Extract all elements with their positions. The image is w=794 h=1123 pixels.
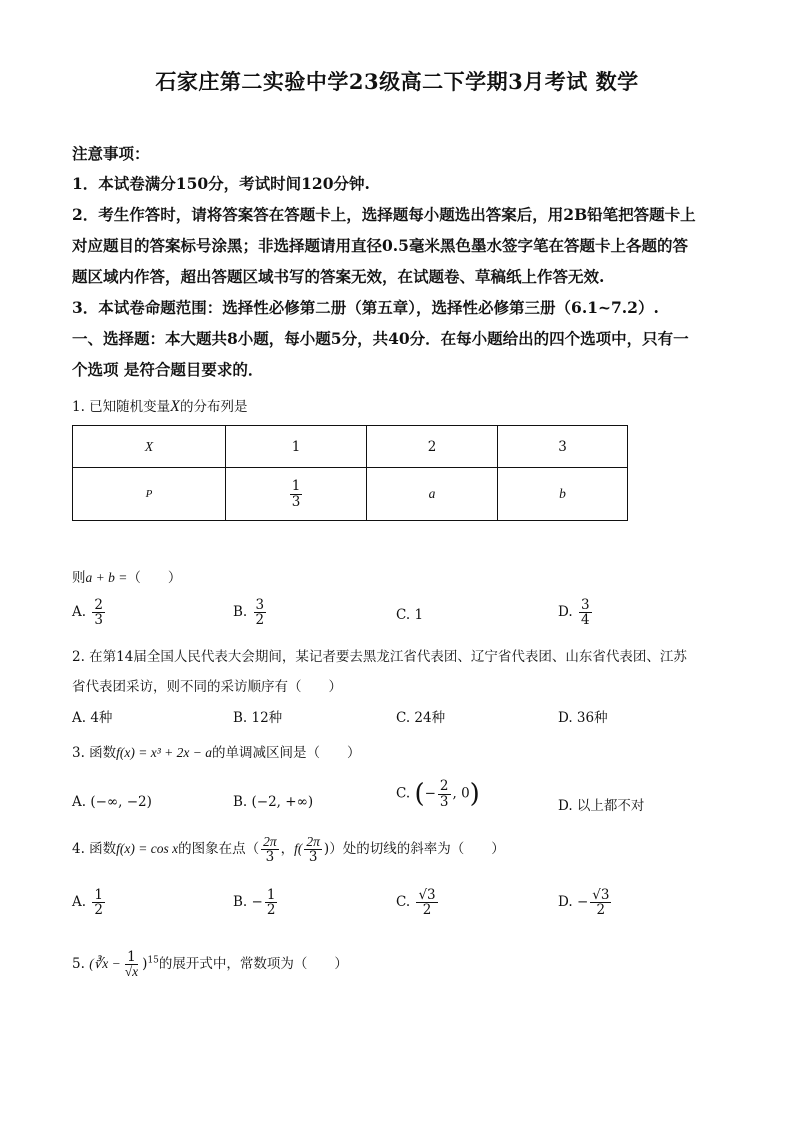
q1-option-a[interactable] xyxy=(72,598,107,627)
q5-stem xyxy=(72,950,348,979)
note-item-3: 3．本试卷命题范围：选择性必修第二册（第五章），选择性必修第三册（6.1~7.2）. xyxy=(72,298,659,317)
table-row xyxy=(73,468,628,521)
q2-stem-line-2: 省代表团采访，则不同的采访顺序有（ ） xyxy=(72,679,342,695)
q4-option-c[interactable] xyxy=(396,888,440,917)
option-label: A. xyxy=(72,794,87,810)
q3-option-d[interactable]: D. 以上都不对 xyxy=(558,798,645,814)
option-label: C. xyxy=(396,607,411,623)
section-heading-line-2: 个选项 是符合题目要求的． xyxy=(72,360,264,379)
option-text: (−2, +∞) xyxy=(251,794,314,810)
q3-option-a[interactable] xyxy=(72,794,152,810)
q4-stem-expr: f(x) = cos x xyxy=(116,841,179,857)
q1-stem xyxy=(72,395,247,416)
distribution-table xyxy=(72,425,628,521)
q4-option-b[interactable] xyxy=(233,888,279,917)
right-paren: ) xyxy=(469,779,480,809)
fraction: $\frac{1}{√x}$ xyxy=(124,949,139,980)
fraction: $\frac{2}{3}$ xyxy=(439,778,449,810)
q1-stem-suffix: 的分布列是 xyxy=(179,399,248,415)
q1-ask-prefix: 则 xyxy=(72,570,86,586)
q3-option-c[interactable] xyxy=(396,779,480,809)
option-label: A. xyxy=(72,894,87,911)
q2-option-b[interactable]: B. 12种 xyxy=(233,710,283,726)
table-cell-p2: a xyxy=(367,468,498,521)
q2-option-d[interactable]: D. 36种 xyxy=(558,710,608,726)
q1-ask xyxy=(72,566,181,586)
q3-stem xyxy=(72,741,361,761)
q3-stem-suffix: 的单调减区间是（ ） xyxy=(212,745,361,761)
q4-stem xyxy=(72,835,505,864)
q4-stem-suffix: ）处的切线的斜率为（ ） xyxy=(329,841,505,858)
table-cell-p3: b xyxy=(498,468,628,521)
q2-option-c[interactable]: C. 24种 xyxy=(396,710,446,726)
option-label: D. xyxy=(558,894,573,911)
q1-option-d[interactable] xyxy=(558,598,594,627)
table-cell-value-3: 3 xyxy=(498,426,628,468)
table-cell-header-x: X xyxy=(73,426,226,468)
section-heading-line-1: 一、选择题：本大题共8小题，每小题5分，共40分．在每小题给出的四个选项中，只有一 xyxy=(72,329,689,348)
fraction: $\frac{2}{3}$ xyxy=(94,597,103,629)
minus-sign: − xyxy=(251,894,263,911)
note-item-2-line-2: 对应题目的答案标号涂黑；非选择题请用直径0.5毫米黑色墨水签字笔在答题卡上各题的答 xyxy=(72,236,688,255)
fraction: $\frac{√3}{2}$ xyxy=(418,887,436,919)
q1-option-b[interactable] xyxy=(233,598,268,627)
note-item-1: 1．本试卷满分150分，考试时间120分钟. xyxy=(72,174,370,193)
q4-option-d[interactable] xyxy=(558,888,613,917)
minus-sign: − xyxy=(576,894,589,911)
q1-stem-prefix: 1. 已知随机变量 xyxy=(72,399,171,415)
q4-stem-prefix: 4. 函数 xyxy=(72,841,117,858)
q1-stem-var: X xyxy=(170,398,180,415)
q5-stem-suffix: 的展开式中，常数项为（ ） xyxy=(158,956,348,973)
fraction: $\frac{1}{3}$ xyxy=(291,478,301,510)
table-cell-p-label: P xyxy=(73,468,226,521)
fraction: $\frac{2\pi}{3}$ xyxy=(306,834,320,866)
q3-option-b[interactable] xyxy=(233,794,313,810)
q3-stem-prefix: 3. 函数 xyxy=(72,745,117,761)
option-text: , 0 xyxy=(452,785,470,802)
table-row xyxy=(73,426,628,468)
fraction: $\frac{1}{2}$ xyxy=(266,887,276,919)
comma: ， xyxy=(280,841,295,858)
q5-exponent: 15 xyxy=(147,955,159,966)
fraction: $\frac{3}{4}$ xyxy=(580,597,590,629)
q1-option-c[interactable] xyxy=(396,607,423,623)
fraction: $\frac{√3}{2}$ xyxy=(592,887,610,919)
q5-stem-prefix: 5. xyxy=(72,956,85,973)
option-label: B. xyxy=(233,794,248,810)
option-text: (−∞, −2) xyxy=(90,794,152,810)
f-close: ) xyxy=(323,841,330,858)
option-label: C. xyxy=(396,785,411,802)
minus-sign: − xyxy=(424,785,436,802)
exam-title: 石家庄第二实验中学23级高二下学期3月考试 数学 xyxy=(155,69,639,94)
q2-stem-line-1: 2. 在第14届全国人民代表大会期间，某记者要去黑龙江省代表团、辽宁省代表团、山东省代表团、江苏 xyxy=(72,649,687,665)
q3-stem-expr: f(x) = x³ + 2x − a xyxy=(116,745,213,760)
notes-heading: 注意事项： xyxy=(72,144,150,163)
fraction: $\frac{1}{2}$ xyxy=(94,887,103,919)
option-label: C. xyxy=(396,894,411,911)
f-open: f( xyxy=(294,841,303,857)
q2-option-a[interactable]: A. 4种 xyxy=(72,710,113,726)
option-label: D. xyxy=(558,604,573,621)
q1-ask-expr: a + b = xyxy=(85,570,128,585)
q4-option-a[interactable] xyxy=(72,888,107,917)
q4-stem-mid: 的图象在点（ xyxy=(178,841,260,858)
q5-expr-close: ) xyxy=(142,956,148,973)
fraction: $\frac{3}{2}$ xyxy=(255,597,265,629)
q5-expr-open: (∛x − xyxy=(89,956,121,972)
table-cell-value-2: 2 xyxy=(367,426,498,468)
option-text: 1 xyxy=(414,607,424,623)
option-label: B. xyxy=(233,894,248,911)
table-cell-p1 xyxy=(226,468,367,521)
left-paren: ( xyxy=(414,779,425,809)
option-label: B. xyxy=(233,604,248,621)
fraction: $\frac{2\pi}{3}$ xyxy=(263,834,277,866)
q1-ask-paren: （ ） xyxy=(127,570,182,586)
note-item-2-line-3: 题区域内作答，超出答题区域书写的答案无效，在试题卷、草稿纸上作答无效. xyxy=(72,267,605,286)
table-cell-value-1: 1 xyxy=(226,426,367,468)
note-item-2-line-1: 2．考生作答时，请将答案答在答题卡上，选择题每小题选出答案后，用2B铅笔把答题卡上 xyxy=(72,205,696,224)
option-label: A. xyxy=(72,604,87,621)
